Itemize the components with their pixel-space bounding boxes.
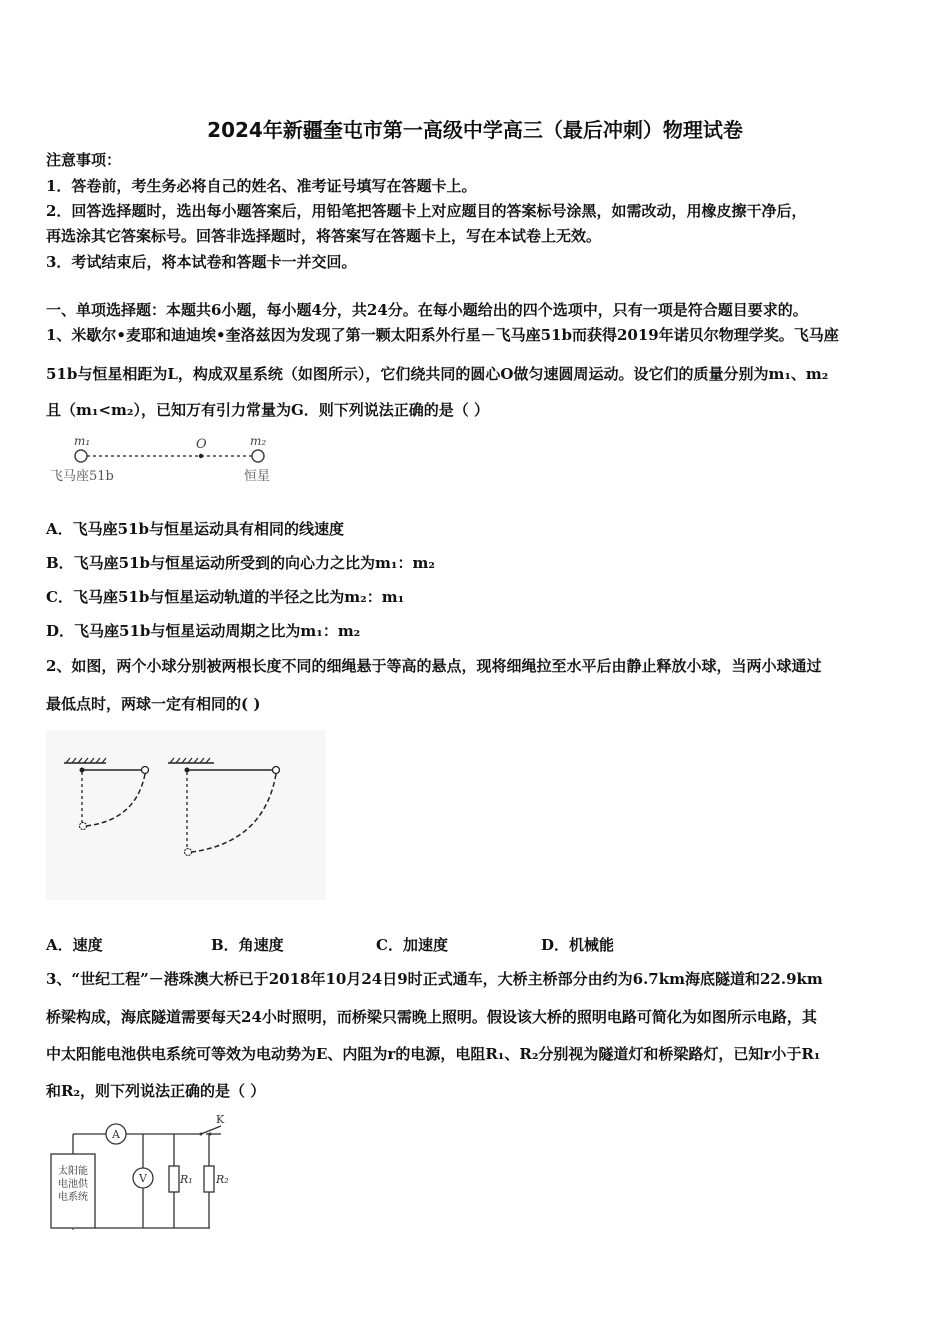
q1-option-c: C．飞马座51b与恒星运动轨道的半径之比为m₂：m₁ bbox=[46, 588, 405, 606]
q1-text: 51b与恒星相距为L，构成双星系统（如图所示），它们绕共同的圆心O做匀速圆周运动。设它们的质量分别为m₁、m₂ bbox=[46, 365, 829, 383]
notice-heading: 注意事项： bbox=[46, 151, 122, 169]
q2-option-d: D．机械能 bbox=[541, 936, 615, 954]
source-label-1: 太阳能 bbox=[58, 1166, 88, 1177]
q1-option-d: D．飞马座51b与恒星运动周期之比为m₁：m₂ bbox=[46, 622, 361, 640]
center-dot bbox=[199, 454, 203, 458]
resistor-r2-icon bbox=[204, 1166, 214, 1192]
m1-label: m₁ bbox=[74, 434, 91, 448]
resistor-r1-icon bbox=[169, 1166, 179, 1192]
q3-text: 桥梁构成，海底隧道需要每天24小时照明，而桥梁只需晚上照明。假设该大桥的照明电路可简化为如图所示电路，其 bbox=[46, 1008, 817, 1026]
notice-item: 2．回答选择题时，选出每小题答案后，用铅笔把答题卡上对应题目的答案标号涂黑，如需改动，用橡皮擦干净后， bbox=[46, 202, 807, 220]
switch-icon bbox=[201, 1126, 221, 1134]
planet-label: 飞马座51b bbox=[50, 469, 114, 484]
notice-item: 再选涂其它答案标号。回答非选择题时，将答案写在答题卡上，写在本试卷上无效。 bbox=[46, 227, 602, 245]
notice-item: 1．答卷前，考生务必将自己的姓名、准考证号填写在答题卡上。 bbox=[46, 177, 477, 195]
m2-label: m₂ bbox=[250, 434, 267, 448]
circuit-diagram bbox=[46, 1112, 246, 1234]
q3-text: 中太阳能电池供电系统可等效为电动势为E、内阻为r的电源，电阻R₁、R₂分别视为隧道灯和桥梁路灯，已知r小于R₁ bbox=[46, 1045, 821, 1063]
source-label-3: 电系统 bbox=[58, 1192, 88, 1203]
pendulum-figure bbox=[46, 730, 326, 900]
voltmeter-label: V bbox=[139, 1172, 147, 1185]
q2-text: 2、如图，两个小球分别被两根长度不同的细绳悬于等高的悬点，现将细绳拉至水平后由静止释放小球，当两小球通过 bbox=[46, 657, 822, 675]
page-title: 2024年新疆奎屯市第一高级中学高三（最后冲刺）物理试卷 bbox=[207, 118, 743, 142]
q1-text: 1、米歇尔•麦耶和迪迪埃•奎洛兹因为发现了第一颗太阳系外行星－飞马座51b而获得2019年诺贝尔物理学奖。飞马座 bbox=[46, 326, 839, 344]
ball-right-start bbox=[273, 767, 280, 774]
q3-text: 3、“世纪工程”－港珠澳大桥已于2018年10月24日9时正式通车，大桥主桥部分由约为6.7km海底隧道和22.9km bbox=[46, 970, 823, 988]
star-icon bbox=[252, 450, 264, 462]
q2-option-c: C．加速度 bbox=[376, 936, 448, 954]
q2-option-b: B．角速度 bbox=[211, 936, 284, 954]
q2-option-a: A．速度 bbox=[46, 936, 103, 954]
binary-star-figure bbox=[46, 432, 286, 488]
planet-icon bbox=[75, 450, 87, 462]
ball-right-bottom bbox=[185, 849, 192, 856]
q1-option-b: B．飞马座51b与恒星运动所受到的向心力之比为m₁：m₂ bbox=[46, 554, 435, 572]
q3-text: 和R₂，则下列说法正确的是（ ） bbox=[46, 1082, 266, 1100]
source-label-2: 电池供 bbox=[58, 1179, 88, 1190]
ball-left-start bbox=[142, 767, 149, 774]
notice-item: 3．考试结束后，将本试卷和答题卡一并交回。 bbox=[46, 253, 357, 271]
q1-option-a: A．飞马座51b与恒星运动具有相同的线速度 bbox=[46, 520, 345, 538]
q2-text: 最低点时，两球一定有相同的( ) bbox=[46, 695, 261, 713]
q2-options bbox=[46, 935, 614, 955]
switch-label: K bbox=[216, 1113, 225, 1126]
section-heading: 一、单项选择题：本题共6小题，每小题4分，共24分。在每小题给出的四个选项中，只有一项是符合题目要求的。 bbox=[46, 301, 808, 319]
figure-background bbox=[46, 730, 326, 900]
r2-label: R₂ bbox=[216, 1173, 229, 1186]
o-label: O bbox=[196, 437, 207, 452]
ammeter-label: A bbox=[112, 1128, 120, 1141]
q1-text: 且（m₁<m₂），已知万有引力常量为G．则下列说法正确的是（ ） bbox=[46, 401, 489, 419]
star-label: 恒星 bbox=[244, 469, 271, 484]
ball-left-bottom bbox=[80, 823, 87, 830]
r1-label: R₁ bbox=[180, 1173, 193, 1186]
